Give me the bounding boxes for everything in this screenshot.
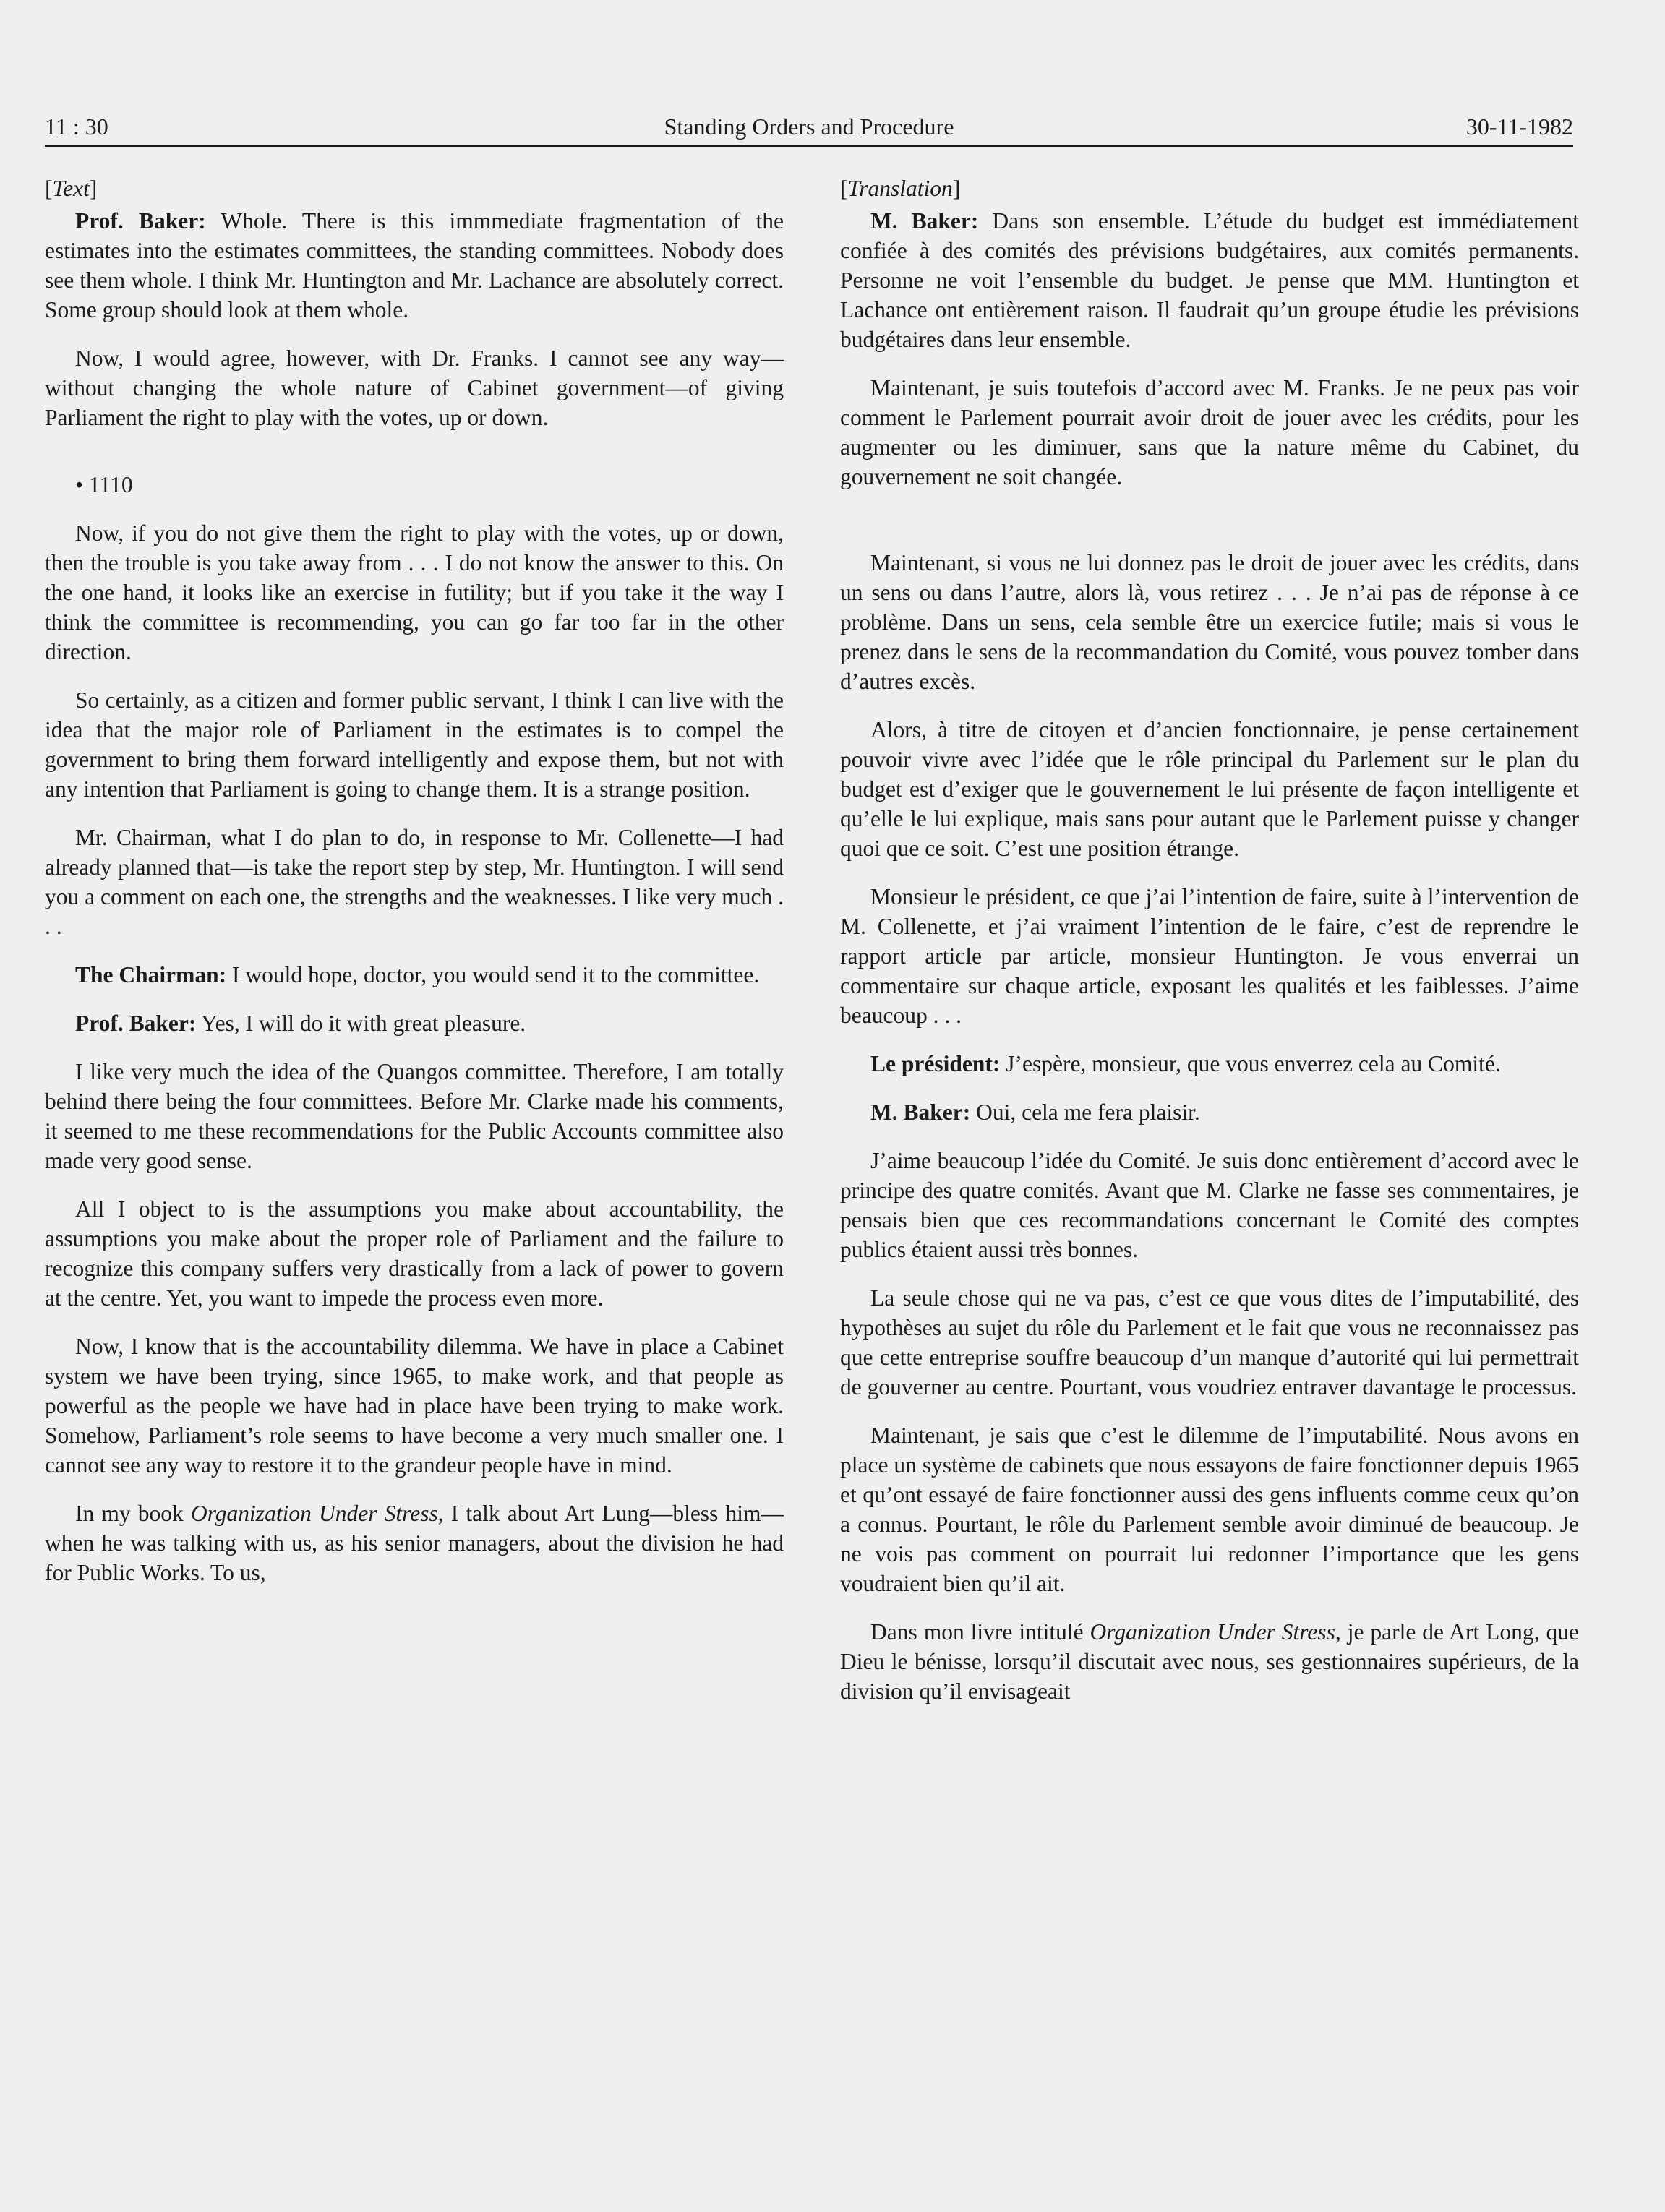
header-rule (45, 145, 1573, 147)
page-header (45, 108, 1573, 145)
book-title: Organization Under Stress (1090, 1619, 1335, 1645)
speaker-name: M. Baker: (870, 1099, 971, 1125)
speaker-name: Le président: (870, 1051, 1001, 1076)
paragraph-text: , I talk about Art Lung—bless him—when he was talking with us, as his senior managers, about the division he had for Public Works. To us, (45, 1501, 784, 1585)
paragraph: I like very much the idea of the Quangos committee. Therefore, I am totally behind there being the four committees. Before Mr. Clarke made his comments, it seemed to me these recommendations for the Public Accounts committee also made very good sense. (45, 1059, 784, 1173)
speaker-name: The Chairman: (75, 962, 227, 987)
paragraph: Maintenant, si vous ne lui donnez pas le droit de jouer avec les crédits, dans un sens ou dans l’autre, alors là, vous retirez . . . Je n’ai pas de réponse à ce problème. Dans un sens, cela semble être un exercice futile; mais si vous le prenez dans le sens de la recommandation du Comité, vous pouvez tomber dans d’autres excès. (840, 550, 1579, 694)
paragraph: Now, I know that is the accountability dilemma. We have in place a Cabinet system we have been trying, since 1965, to make work, and that people as powerful as the people we have had in place have been trying to make work. Somehow, Parliament’s role seems to have become a very much smaller one. I cannot see any way to restore it to the grandeur people have in mind. (45, 1334, 784, 1478)
paragraph: La seule chose qui ne va pas, c’est ce que vous dites de l’imputabilité, des hypothèses au sujet du rôle du Parlement et le fait que vous ne reconnaissez pas que cette entreprise souffre beaucoup d’un manque d’autorité qui lui permettrait de gouverner au centre. Pourtant, vous voudriez entraver davantage le processus. (840, 1285, 1579, 1399)
paragraph-text: Dans son ensemble. L’étude du budget est immédiatement confiée à des comités des prévisions budgétaires, aux comités permanents. Personne ne voit l’ensemble du budget. Je pense que MM. Huntington et Lachance ont entièrement raison. Il faudrait qu’un groupe étudie les prévisions budgétaires dans leur ensemble. (840, 208, 1579, 352)
speaker-name: M. Baker: (870, 208, 979, 233)
paragraph: Monsieur le président, ce que j’ai l’intention de faire, suite à l’intervention de M. Collenette, et j’ai vraiment l’intention de le faire, c’est de reprendre le rapport article par article, monsieur Huntington. Je vous enverrai un commentaire sur chaque article, exposant les qualités et les faiblesses. J’aime beaucoup . . . (840, 884, 1579, 1028)
paragraph: Alors, à titre de citoyen et d’ancien fonctionnaire, je pense certainement pouvoir vivre avec l’idée que le rôle principal du Parlement sur le plan du budget est d’exiger que le gouvernement le lui présente de façon intelligente et qu’elle le lui explique, mais sans pour autant que le Parlement puisse y changer quoi que ce soit. C’est une position étrange. (840, 717, 1579, 861)
paragraph: Mr. Chairman, what I do plan to do, in response to Mr. Collenette—I had already planned that—is take the report step by step, Mr. Huntington. I will send you a comment on each one, the strengths and the weaknesses. I like very much . . . (45, 825, 784, 939)
language-tag: [Text] (45, 176, 98, 201)
paragraph-text: J’espère, monsieur, que vous enverrez cela au Comité. (1000, 1051, 1501, 1076)
paragraph (45, 960, 784, 990)
speaker-name: Prof. Baker: (75, 208, 206, 233)
paragraph-text: In my book (75, 1501, 191, 1526)
paragraph: Now, if you do not give them the right to play with the votes, up or down, then the trouble is you take away from . . . I do not know the answer to this. On the one hand, it looks like an exercise in futility; but if you take it the way I think the committee is recommending, you can go far too far in the other direction. (45, 520, 784, 664)
paragraph-text: Oui, cela me fera plaisir. (970, 1099, 1200, 1125)
time-marker: • 1110 (75, 472, 133, 497)
paragraph-text: Yes, I will do it with great pleasure. (196, 1011, 526, 1036)
language-tag-text: Text (52, 176, 90, 201)
header-date: 30-11-1982 (1465, 113, 1573, 140)
paragraph (45, 206, 784, 325)
paragraph (840, 1049, 1579, 1079)
paragraph (840, 1617, 1579, 1706)
french-column (840, 173, 1579, 1725)
paragraph: Now, I would agree, however, with Dr. Franks. I cannot see any way—without changing the whole nature of Cabinet government—of giving Parliament the right to play with the votes, up or down. (45, 346, 784, 430)
english-column (45, 173, 784, 1606)
running-title: Standing Orders and Procedure (664, 113, 954, 140)
paragraph-text: Dans mon livre intitulé (870, 1619, 1090, 1645)
paragraph: Maintenant, je sais que c’est le dilemme de l’imputabilité. Nous avons en place un système de cabinets que nous essayons de faire fonctionner depuis 1965 et qu’ont essayé de faire fonctionner aussi des gens influents comme ceux qu’on a connus. Pourtant, le rôle du Parlement semble avoir diminué de beaucoup. Je ne vois pas comment on pourrait lui redonner l’importance que les gens voudraient bien qu’il ait. (840, 1423, 1579, 1596)
language-tag: [Translation] (840, 176, 961, 201)
paragraph (840, 206, 1579, 354)
paragraph-text: I would hope, doctor, you would send it to the committee. (226, 962, 760, 987)
paragraph-text: Whole. There is this immmediate fragmentation of the estimates into the estimates committees, the standing committees. Nobody does see them whole. I think Mr. Huntington and Mr. Lachance are absolutely correct. Some group should look at them whole. (45, 208, 784, 322)
paragraph: All I object to is the assumptions you make about accountability, the assumptions you make about the proper role of Parliament and the failure to recognize this company suffers very drastically from a lack of power to govern at the centre. Yet, you want to impede the process even more. (45, 1196, 784, 1311)
paragraph: So certainly, as a citizen and former public servant, I think I can live with the idea that the major role of Parliament in the estimates is to compel the government to bring them forward intelligently and expose them, but not with any intention that Parliament is going to change them. It is a strange position. (45, 687, 784, 802)
speaker-name: Prof. Baker: (75, 1011, 197, 1036)
paragraph (45, 1499, 784, 1587)
paragraph (45, 1008, 784, 1038)
book-title: Organization Under Stress (190, 1501, 438, 1526)
paragraph-text: , je parle de Art Long, que Dieu le bénisse, lorsqu’il discutait avec nous, ses gestionnaires supérieurs, de la division qu’il envisageait (840, 1619, 1579, 1704)
page-folio: 11 : 30 (45, 113, 108, 140)
paragraph: Maintenant, je suis toutefois d’accord avec M. Franks. Je ne peux pas voir comment le Parlement pourrait avoir droit de jouer avec les crédits, pour les augmenter ou les diminuer, sans que la nature même du Cabinet, du gouvernement ne soit changée. (840, 375, 1579, 489)
paragraph (840, 1097, 1579, 1127)
language-tag-text: Translation (847, 176, 953, 201)
paragraph: J’aime beaucoup l’idée du Comité. Je suis donc entièrement d’accord avec le principe des quatre comités. Avant que M. Clarke ne fasse ses commentaires, je pensais bien que ces recommandations concernant le Comité des comptes publics étaient aussi très bonnes. (840, 1148, 1579, 1262)
